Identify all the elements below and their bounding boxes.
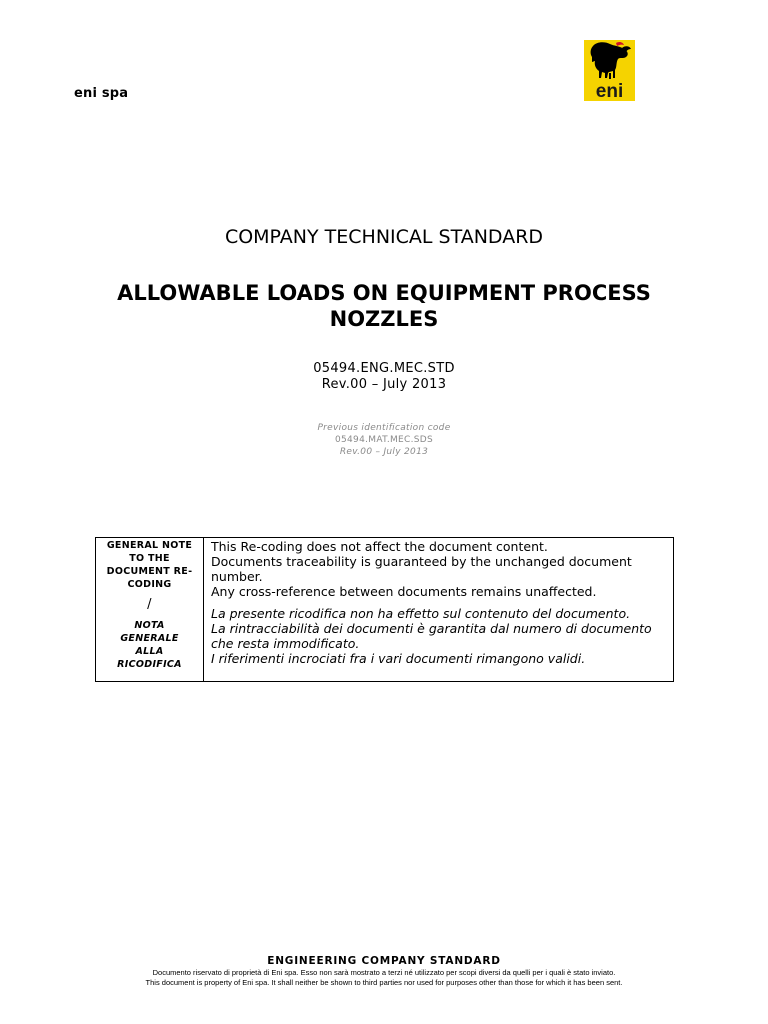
note-it-block [211, 606, 673, 666]
company-name: eni spa [74, 86, 129, 101]
note-heading-separator: / [147, 597, 152, 612]
note-heading-it: NOTA GENERALE ALLA RICODIFICA [117, 620, 182, 670]
note-it-line: La rintracciabilità dei documenti è garantita dal numero di documento che resta immodificato. [211, 621, 652, 651]
footer-confidential-it: Documento riservato di proprietà di Eni spa. Esso non sarà mostrato a terzi né utilizzato per scopi diversi da quelli per i quali è stato inviato. [152, 968, 616, 977]
note-en-line: This Re-coding does not affect the document content. [211, 539, 548, 554]
previous-revision: Rev.00 – July 2013 [339, 447, 429, 457]
footer-confidential-en: This document is property of Eni spa. It shall neither be shown to third parties nor used for purposes other than those for which it has been sent. [145, 978, 623, 987]
note-it-line: I riferimenti incrociati fra i vari documenti rimangono validi. [211, 651, 586, 666]
previous-code: 05494.MAT.MEC.SDS [334, 435, 434, 445]
note-heading-cell [96, 538, 204, 681]
document-title [60, 280, 708, 332]
document-type: COMPANY TECHNICAL STANDARD [224, 226, 544, 248]
title-line-1: ALLOWABLE LOADS ON EQUIPMENT PROCESS [117, 281, 651, 305]
previous-code-label: Previous identification code [317, 423, 451, 433]
logo-wordmark: eni [595, 81, 624, 101]
note-heading-en: GENERAL NOTE TO THE DOCUMENT RE-CODING [106, 540, 193, 590]
note-body-cell [204, 538, 673, 681]
note-it-line: La presente ricodifica non ha effetto sul contenuto del documento. [211, 606, 631, 621]
footer-title: ENGINEERING COMPANY STANDARD [267, 955, 501, 967]
eni-logo [584, 40, 635, 101]
note-en-line: Any cross-reference between documents remains unaffected. [211, 584, 597, 599]
document-revision: Rev.00 – July 2013 [321, 377, 447, 392]
title-line-2: NOZZLES [329, 307, 439, 331]
document-code: 05494.ENG.MEC.STD [313, 361, 455, 376]
recoding-note-table [95, 537, 674, 682]
note-en-line: Documents traceability is guaranteed by the unchanged document number. [211, 554, 632, 584]
